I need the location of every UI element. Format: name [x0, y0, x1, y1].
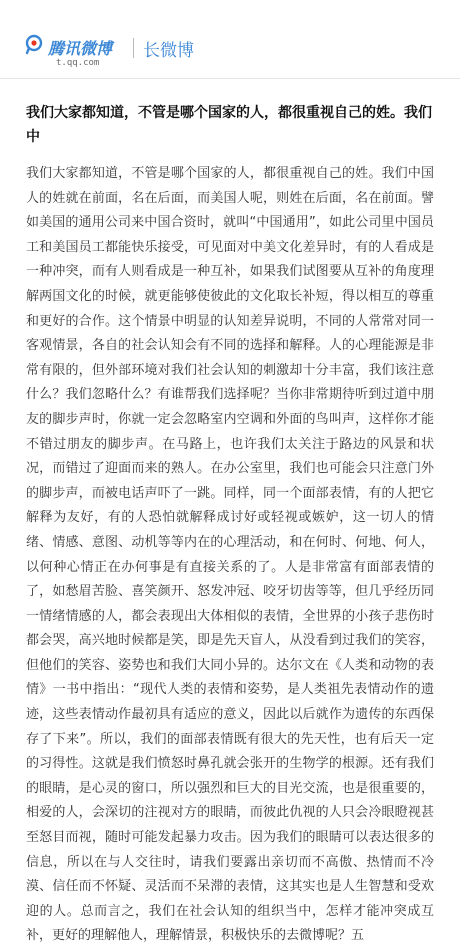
article-body: 我们大家都知道，不管是哪个国家的人，都很重视自己的姓。我们中国人的姓就在前面，名在后面，而美国人呢，则姓在后面，名在前面。譬如美国的通用公司来中国合资时，就叫“中国通用”，如此公司里中国员工和美国员工都能快乐接受，可见面对中美文化差异时，有的人看成是一种冲突，而有人则看成是一种互补，如果我们试图要从互补的角度理解两国文化的时候，就更能够使彼此的文化取长补短，得以相互的尊重和更好的合作。这个情景中明显的认知差异说明，不同的人常常对同一客观情景，各自的社会认知会有不同的选择和解释。人的心理能源是非常有限的，但外部环境对我们社会认知的刺激却十分丰富，我们该注意什么？我们忽略什么？有谁帮我们选择呢？当你非常期待听到过道中朋友的脚步声时，你就一定会忽略室内空调和外面的鸟叫声，这样你才能不错过朋友的脚步声。在马路上，也许我们太关注于路边的风景和状况，而错过了迎面而来的熟人。在办公室里，我们也可能会只注意门外的脚步声，而被电话声吓了一跳。同样，同一个面部表情，有的人把它解释为友好，有的人恐怕就解释成讨好或轻视或嫉妒，这一切人的情绪、情感、意图、动机等等内在的心理活动，和在何时、何地、何人，以何种心情正在办何事是有直接关系的了。人是非常富有面部表情的了，如愁眉苦脸、喜笑颜开、怒发冲冠、咬牙切齿等等，但几乎经历同一情绪情感的人，都会表现出大体相似的表情，全世界的小孩子悲伤时都会哭，高兴地时候都是笑，即是先天盲人，从没看到过我们的笑容，但他们的笑容、姿势也和我们大同小异的。达尔文在《人类和动物的表情》一书中指出：“现代人类的表情和姿势，是人类祖先表情动作的遗迹，这些表情动作最初具有适应的意义，因此以后就作为遗传的东西保存了下来”。所以，我们的面部表情既有很大的先天性，也有后天一定的习得性。这就是我们愤怒时鼻孔就会张开的生物学的根源。还有我们的眼睛，是心灵的窗口，所以强烈和巨大的目光交流，也是很重要的，相爱的人，会深切的注视对方的眼睛，而彼此仇视的人只会冷眼瞪视甚至怒目而视，随时可能发起暴力攻击。因为我们的眼睛可以表达很多的信息，所以在与人交往时，请我们要露出亲切而不高傲、热情而不冷漠、信任而不怀疑、灵活而不呆滞的表情，这其实也是人生智慧和受欢迎的人。总而言之，我们在社会认知的组织当中，怎样才能冲突成互补，更好的理解他人，理解情景，积极快乐的去微博呢？五	[26, 166, 434, 944]
brand-name[interactable]: 腾讯微博	[48, 39, 113, 58]
tencent-weibo-logo-icon[interactable]	[24, 34, 44, 54]
section-title[interactable]: 长微博	[143, 41, 194, 61]
article-title: 我们大家都知道，不管是哪个国家的人，都很重视自己的姓。我们中	[26, 105, 432, 145]
header-divider	[133, 38, 134, 58]
brand-domain: t.qq.com	[56, 58, 100, 68]
header-bar	[0, 0, 460, 79]
